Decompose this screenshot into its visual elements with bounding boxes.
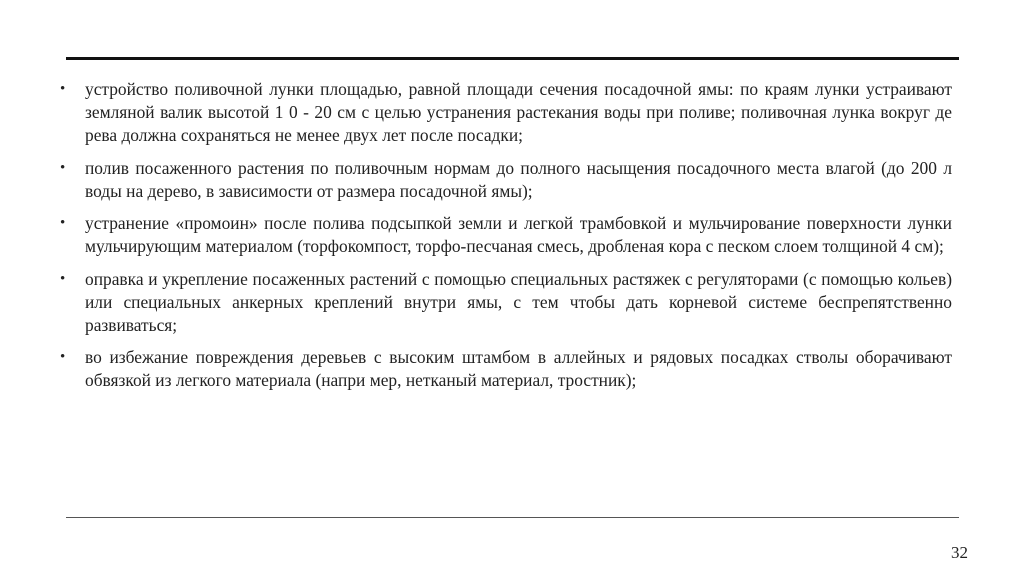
bullet-icon: • (60, 81, 66, 97)
list-item-text: во избежание повреждения деревьев с высоким штамбом в аллейных и рядовых посадках стволы оборачивают обвязкой из легкого материала (напри мер, нетканый материал, тростник); (85, 347, 952, 390)
bullet-icon: • (60, 215, 66, 231)
list-item-text: устранение «промоин» после полива подсыпкой земли и легкой трамбовкой и мульчирование поверхности лунки мульчирующим материалом (торфокомпост, торфо-песчаная смесь, дробленая кора с песком слоем толщиной 4 см); (85, 213, 952, 256)
top-divider (66, 57, 959, 60)
bullet-icon: • (60, 159, 66, 176)
list-item (60, 212, 952, 258)
bullet-icon: • (60, 349, 66, 365)
bottom-divider (66, 517, 959, 518)
list-item (60, 157, 952, 203)
bullet-list (60, 78, 952, 402)
list-item-text: полив посаженного растения по поливочным нормам до полного насыщения посадочного места влагой (до 200 л воды на дерево, в зависимости от размера посадочной ямы); (85, 157, 952, 201)
page-number: 32 (951, 543, 968, 562)
bullet-icon: • (60, 270, 66, 287)
list-item-text: оправка и укрепление посаженных растений с помощью специальных растяжек с регуляторами (с помощью кольев) или специальных анкерных креплений внутри ямы, с тем чтобы дать корневой системе беспрепятственно развиваться; (85, 268, 952, 335)
list-item (60, 346, 952, 392)
list-item-text: устройство поливочной лунки площадью, равной площади сечения посадочной ямы: по краям лунки устраивают земляной валик высотой 1 0 - 20 см с целью устранения растекания воды при поливе; поливочная лунка вокруг де рева должна сохраняться не менее двух лет после посадки; (85, 79, 952, 145)
list-item (60, 78, 952, 147)
list-item (60, 268, 952, 337)
